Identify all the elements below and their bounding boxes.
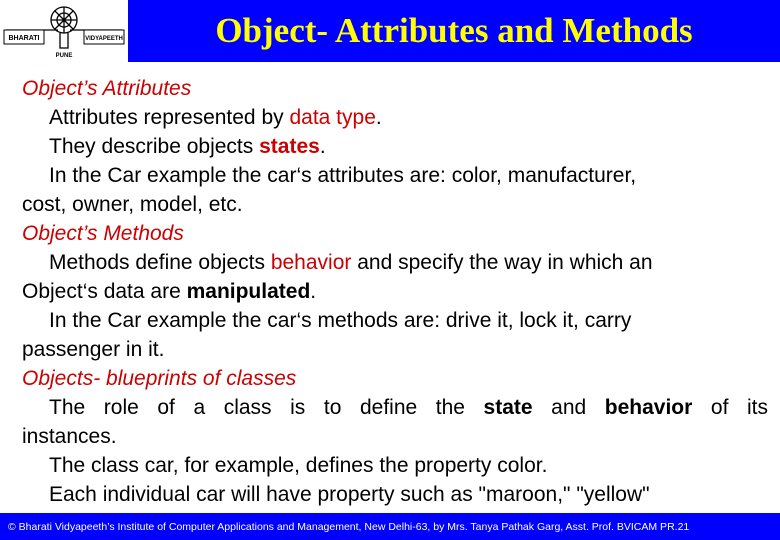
- bold-behavior: behavior: [604, 396, 693, 419]
- bullet-item: Methods define objects behavior and specify the way in which an: [49, 251, 653, 274]
- bullet-item: The class car, for example, defines the property color.: [49, 454, 548, 477]
- bullet-continuation: cost, owner, model, etc.: [22, 193, 243, 216]
- bullet-item: Attributes represented by data type.: [49, 106, 382, 129]
- bullet-continuation: passenger in it.: [22, 338, 165, 361]
- slide-title: Object- Attributes and Methods: [215, 11, 693, 50]
- institute-logo: [0, 0, 128, 62]
- bullet-item: They describe objects states.: [49, 135, 326, 158]
- bullet-item: In the Car example the car‘s methods are: drive it, lock it, carry: [49, 309, 632, 332]
- footer-bar: [0, 513, 780, 540]
- highlight-behavior: behavior: [270, 251, 352, 274]
- header-bar: [0, 0, 780, 62]
- bold-manipulated: manipulated: [186, 280, 311, 303]
- section-heading-methods: Object’s Methods: [22, 222, 184, 245]
- bullet-item: The role of a class is to define the state and behavior of its: [49, 396, 768, 419]
- highlight-states: states: [259, 135, 320, 158]
- slide-body: [22, 74, 768, 509]
- bullet-item: In the Car example the car‘s attributes are: color, manufacturer,: [49, 164, 637, 187]
- highlight-data-type: data type: [289, 106, 376, 129]
- svg-text:PUNE: PUNE: [55, 53, 73, 59]
- bullet-continuation: Object‘s data are manipulated.: [22, 280, 317, 303]
- bullet-item: Each individual car will have property such as "maroon," "yellow": [49, 483, 650, 506]
- section-heading-blueprints: Objects- blueprints of classes: [22, 367, 297, 390]
- footer-copyright: © Bharati Vidyapeeth’s Institute of Computer Applications and Management, New Delhi-63, by Mrs. Tanya Pathak Garg, Asst. Prof. BVICAM PR.21: [8, 520, 690, 533]
- svg-text:VIDYAPEETH: VIDYAPEETH: [85, 36, 123, 42]
- bullet-continuation: instances.: [22, 425, 117, 448]
- section-heading-attributes: Object’s Attributes: [22, 77, 192, 100]
- bold-state: state: [483, 396, 533, 419]
- svg-text:BHARATI: BHARATI: [8, 35, 40, 42]
